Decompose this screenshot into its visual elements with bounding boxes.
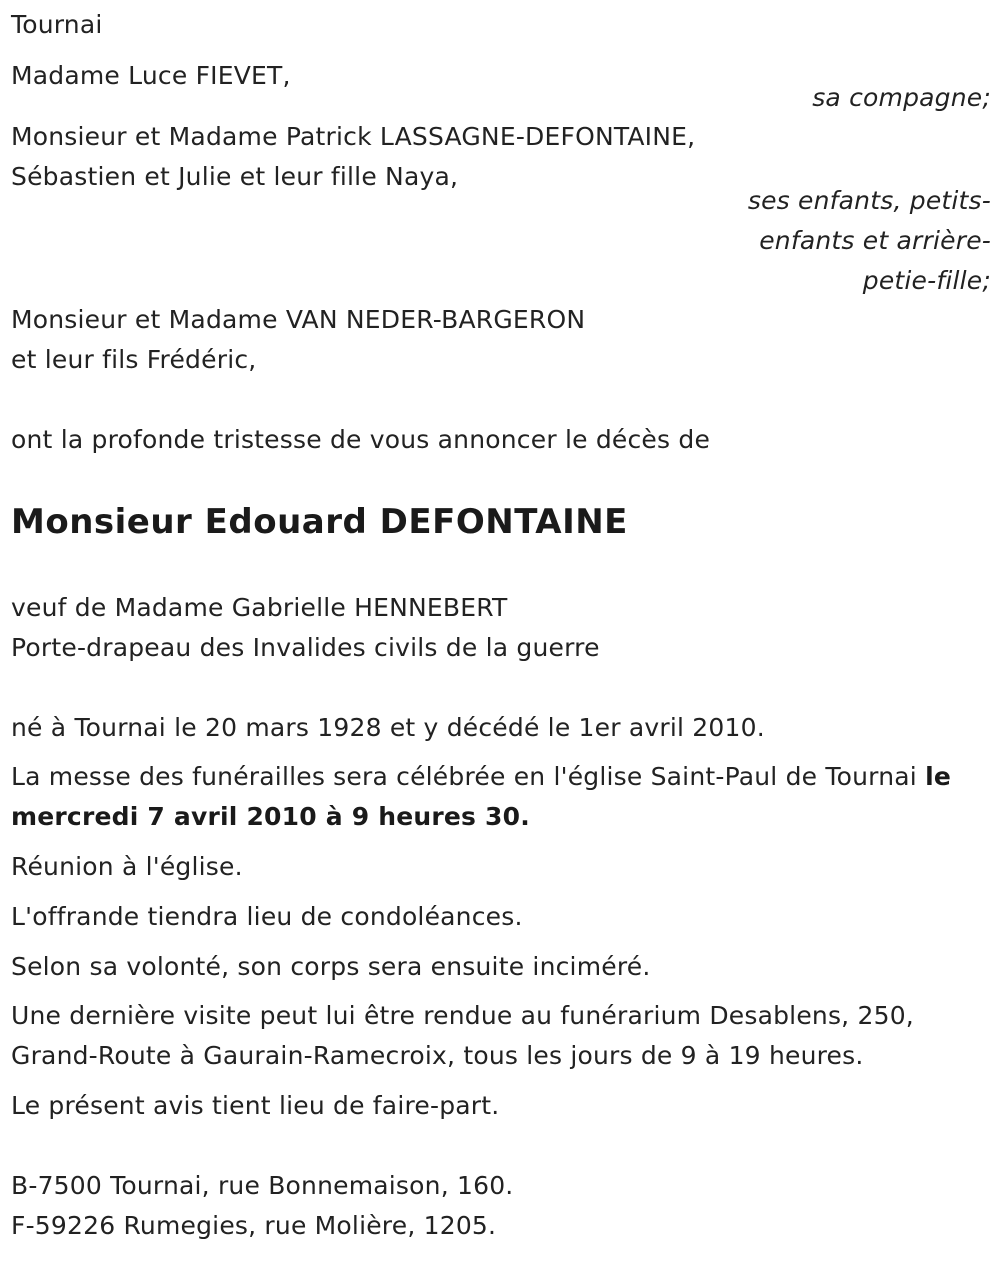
companion-role: sa compagne; (812, 83, 991, 112)
children-line-1: Monsieur et Madame Patrick LASSAGNE-DEFONTAINE, (11, 122, 696, 151)
city-heading: Tournai (11, 10, 103, 39)
cremation-line: Selon sa volonté, son corps sera ensuite inciméré. (11, 952, 651, 981)
deceased-name: Monsieur Edouard DEFONTAINE (11, 502, 628, 542)
notice-line: Le présent avis tient lieu de faire-part. (11, 1091, 500, 1120)
offering-line: L'offrande tiendra lieu de condoléances. (11, 902, 523, 931)
announcement-intro: ont la profonde tristesse de vous annoncer le décès de (11, 425, 711, 454)
address-line-2: F-59226 Rumegies, rue Molière, 1205. (11, 1211, 497, 1240)
companion-name: Madame Luce FIEVET, (11, 61, 291, 90)
mass-text: La messe des funérailles sera célébrée en l'église Saint-Paul de Tournai (11, 762, 926, 791)
title-line: Porte-drapeau des Invalides civils de la guerre (11, 633, 600, 662)
mass-line-1 (11, 757, 951, 797)
birth-death-line: né à Tournai le 20 mars 1928 et y décédé le 1er avril 2010. (11, 713, 765, 742)
visit-line-1: Une dernière visite peut lui être rendue au funérarium Desablens, 250, (11, 1001, 914, 1030)
obituary-page (11, 0, 991, 1261)
mass-date-part-1: le (925, 762, 951, 791)
address-line-1: B-7500 Tournai, rue Bonnemaison, 160. (11, 1171, 514, 1200)
children-role-line-3: petie-fille; (862, 266, 991, 295)
widower-line: veuf de Madame Gabrielle HENNEBERT (11, 593, 508, 622)
others-line-1: Monsieur et Madame VAN NEDER-BARGERON (11, 305, 586, 334)
others-line-2: et leur fils Frédéric, (11, 345, 257, 374)
children-role-line-2: enfants et arrière- (759, 226, 991, 255)
mass-date-part-2: mercredi 7 avril 2010 à 9 heures 30. (11, 802, 530, 831)
visit-line-2: Grand-Route à Gaurain-Ramecroix, tous les jours de 9 à 19 heures. (11, 1041, 864, 1070)
meeting-line: Réunion à l'église. (11, 852, 243, 881)
children-line-2: Sébastien et Julie et leur fille Naya, (11, 162, 459, 191)
children-role-line-1: ses enfants, petits- (747, 186, 991, 215)
